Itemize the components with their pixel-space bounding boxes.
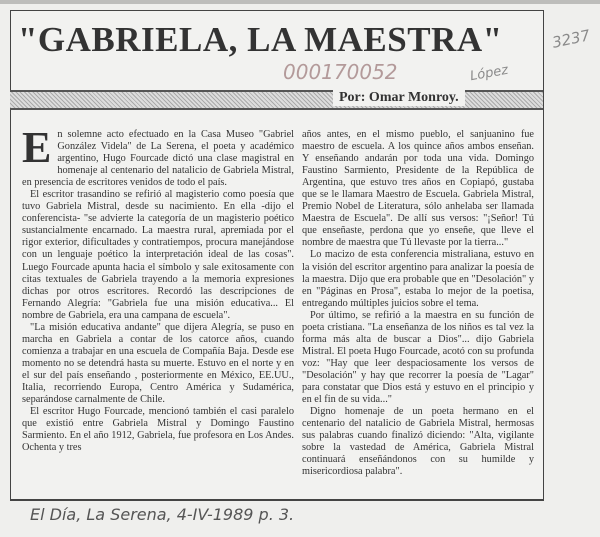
scan-edge — [0, 0, 600, 4]
source-note: El Día, La Serena, 4-IV-1989 p. 3. — [30, 505, 295, 524]
archive-number: 000170052 — [283, 60, 398, 84]
drop-cap: E — [22, 123, 52, 172]
headline: "GABRIELA, LA MAESTRA" — [18, 20, 503, 59]
paragraph: En solemne acto efectuado en la Casa Museo "Gabriel González Videla" de La Serena, el poeta y académico argentino, Hugo Fourcade dictó una clase magistral en homenaje al centenario del natalicio de Gabriela Mistral, en presencia de escritores venidos de todo el país. — [22, 123, 294, 189]
margin-name: López — [468, 62, 510, 85]
paragraph: Por último, se refirió a la maestra en su función de poeta cristiana. "La enseñanza de los niños es tal vez la forma más alta de buscar a Dios"... dijo Gabriela Mistral. El poeta Hugo Fourcade, acotó con su profunda voz: "Hay que leer despaciosamente los versos de "Desolación" y hay que recorrer la poesía de "Lagar" para constatar que Dios está y estuvo en el principio y en el fin de su vida..." — [302, 309, 534, 406]
paragraph: Digno homenaje de un poeta hermano en el centenario del natalicio de Gabriela Mistral, hermosas sus palabras cuando finalizó diciendo: "Alta, vigilante sobre la vastedad de América, Gabriela Mistral continuará enseñándonos con su humilde y misericordiosa palabra". — [302, 406, 534, 478]
paragraph: Lo macizo de esta conferencia mistraliana, estuvo en la visión del escritor argentino para analizar la poesía de la maestra. Dijo que era probable que en "Desolación" y en "Páginas en Prosa", estaba lo mejor de la poetisa, entregando múltiples juicios sobre el tema. — [302, 249, 534, 309]
paragraph: años antes, en el mismo pueblo, el sanjuanino fue maestro de escuela. A los quince años ambos enseñan. Y enseñando andarán por toda una vida. Domingo Faustino Sarmiento, Presidente de la República de Argentina, que estuvo tres años en Copiapó, gustaba que se le llamara Maestro de Escuela. Gabriela Mistral, Premio Nobel de Literatura, sólo anhelaba ser llamada Maestra de Escuela". De allí sus versos: "¡Señor! Tú que enseñaste, perdona que yo enseñe, que lleve el nombre de maestra que Tú llevaste por la tierra..." — [302, 129, 534, 249]
column-left — [22, 123, 294, 454]
paragraph: El escritor trasandino se refirió al magisterio como poesía que tuvo Gabriela Mistral, desde su nacimiento. En ella -dijo el conferencista- "se advierte la categoría de un magisterio poético sustancialmente encarnado. La maestra rural, apremiada por el rigor exterior, dificultades y contratiempos, procura manejándose con un lenguaje poético la interpretación ideal de las cosas". Luego Fourcade apunta hacia el símbolo y sale exitosamente con citas textuales de Gabriela trayendo a la memoria expresiones dichas por otros escritores. Recordó las descripciones de Fernando Alegría: "Gabriela fue una misión educativa... El nombre de Gabriela, era una campana de escuela". — [22, 189, 294, 321]
paragraph: El escritor Hugo Fourcade, mencionó también el casi paralelo que existió entre Gabriela Mistral y Domingo Faustino Sarmiento. En el año 1912, Gabriela, fue profesora en Los Andes. Ochenta y tres — [22, 406, 294, 454]
byline: Por: Omar Monroy. — [333, 90, 465, 106]
paragraph: "La misión educativa andante" que dijera Alegría, se puso en marcha en Gabriela a contar de los catorce años, cuando comienza a trabajar en una escuela de Compañía Baja. Desde ese momento no se detendrá hasta su muerte. Estuvo en el norte y en el sur del país enseñando , posteriormente en México, EE.UU., Italia, recorriendo Europa, Centro América y Sudamérica, separándose carnalmente de Chile. — [22, 321, 294, 406]
column-right — [302, 129, 534, 478]
margin-number: 3237 — [550, 26, 592, 52]
